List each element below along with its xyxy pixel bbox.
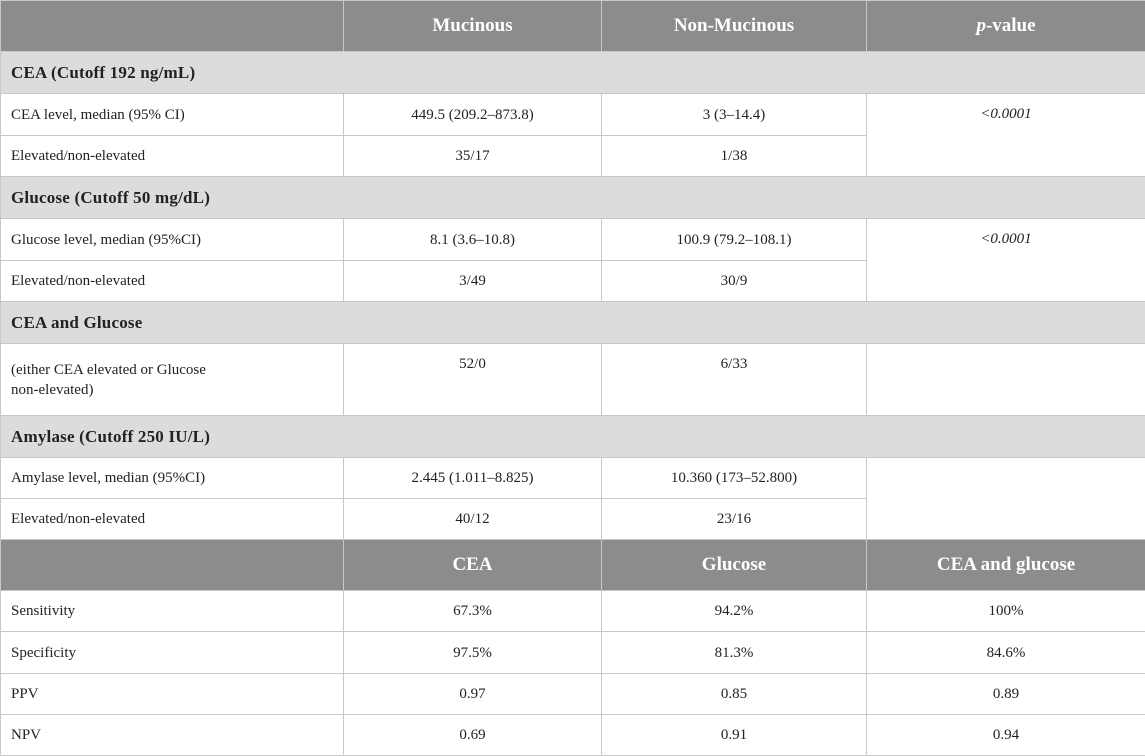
table-row [1, 591, 1145, 632]
header-cea: CEA [344, 540, 602, 591]
section-row-glucose [1, 177, 1145, 219]
mucinous-value: 52/0 [344, 344, 602, 416]
header-glucose: Glucose [602, 540, 867, 591]
row-label: CEA level, median (95% CI) [1, 94, 344, 136]
combined-value: 0.94 [867, 715, 1145, 756]
mucinous-value: 3/49 [344, 261, 602, 302]
header-p-value [867, 1, 1145, 52]
table-row [1, 674, 1145, 715]
row-label: Elevated/non-elevated [1, 136, 344, 177]
row-label: Amylase level, median (95%CI) [1, 458, 344, 499]
section-title-amylase: Amylase (Cutoff 250 IU/L) [1, 416, 1145, 458]
header-non-mucinous: Non-Mucinous [602, 1, 867, 52]
section-title-cea: CEA (Cutoff 192 ng/mL) [1, 52, 1145, 94]
table-row [1, 219, 1145, 261]
metric-label: Sensitivity [1, 591, 344, 632]
p-value-cea: <0.0001 [867, 94, 1145, 177]
mucinous-value: 40/12 [344, 499, 602, 540]
cea-value: 0.97 [344, 674, 602, 715]
mucinous-value: 2.445 (1.011–8.825) [344, 458, 602, 499]
glucose-value: 0.91 [602, 715, 867, 756]
table-row [1, 458, 1145, 499]
section-title-cea-glucose: CEA and Glucose [1, 302, 1145, 344]
row-label-line1: (either CEA elevated or Glucose [11, 362, 206, 378]
row-label: Elevated/non-elevated [1, 499, 344, 540]
non-mucinous-value: 23/16 [602, 499, 867, 540]
mucinous-value: 449.5 (209.2–873.8) [344, 94, 602, 136]
row-label: Elevated/non-elevated [1, 261, 344, 302]
section-title-glucose: Glucose (Cutoff 50 mg/dL) [1, 177, 1145, 219]
combined-value: 100% [867, 591, 1145, 632]
non-mucinous-value: 100.9 (79.2–108.1) [602, 219, 867, 261]
p-value-empty [867, 344, 1145, 416]
cea-value: 0.69 [344, 715, 602, 756]
section-row-cea-glucose [1, 302, 1145, 344]
p-value-glucose: <0.0001 [867, 219, 1145, 302]
metrics-header-row [1, 540, 1145, 591]
row-label: Glucose level, median (95%CI) [1, 219, 344, 261]
table-row [1, 632, 1145, 674]
table-row [1, 344, 1145, 416]
cea-value: 97.5% [344, 632, 602, 674]
table-row [1, 94, 1145, 136]
row-label [1, 344, 344, 416]
non-mucinous-value: 1/38 [602, 136, 867, 177]
header-p-rest: -value [986, 15, 1036, 36]
header-empty-cell [1, 1, 344, 52]
header-mucinous: Mucinous [344, 1, 602, 52]
p-value-empty [867, 458, 1145, 540]
table-row [1, 715, 1145, 756]
mucinous-value: 8.1 (3.6–10.8) [344, 219, 602, 261]
glucose-value: 81.3% [602, 632, 867, 674]
combined-value: 84.6% [867, 632, 1145, 674]
metric-label: PPV [1, 674, 344, 715]
mucinous-value: 35/17 [344, 136, 602, 177]
header-p-italic: p [976, 15, 986, 36]
non-mucinous-value: 30/9 [602, 261, 867, 302]
table-header-row [1, 1, 1145, 52]
metric-label: Specificity [1, 632, 344, 674]
glucose-value: 0.85 [602, 674, 867, 715]
cea-value: 67.3% [344, 591, 602, 632]
section-row-cea [1, 52, 1145, 94]
combined-value: 0.89 [867, 674, 1145, 715]
row-label-line2: non-elevated) [11, 382, 93, 398]
header-cea-and-glucose: CEA and glucose [867, 540, 1145, 591]
non-mucinous-value: 6/33 [602, 344, 867, 416]
non-mucinous-value: 3 (3–14.4) [602, 94, 867, 136]
glucose-value: 94.2% [602, 591, 867, 632]
metric-label: NPV [1, 715, 344, 756]
section-row-amylase [1, 416, 1145, 458]
non-mucinous-value: 10.360 (173–52.800) [602, 458, 867, 499]
header-empty-cell [1, 540, 344, 591]
